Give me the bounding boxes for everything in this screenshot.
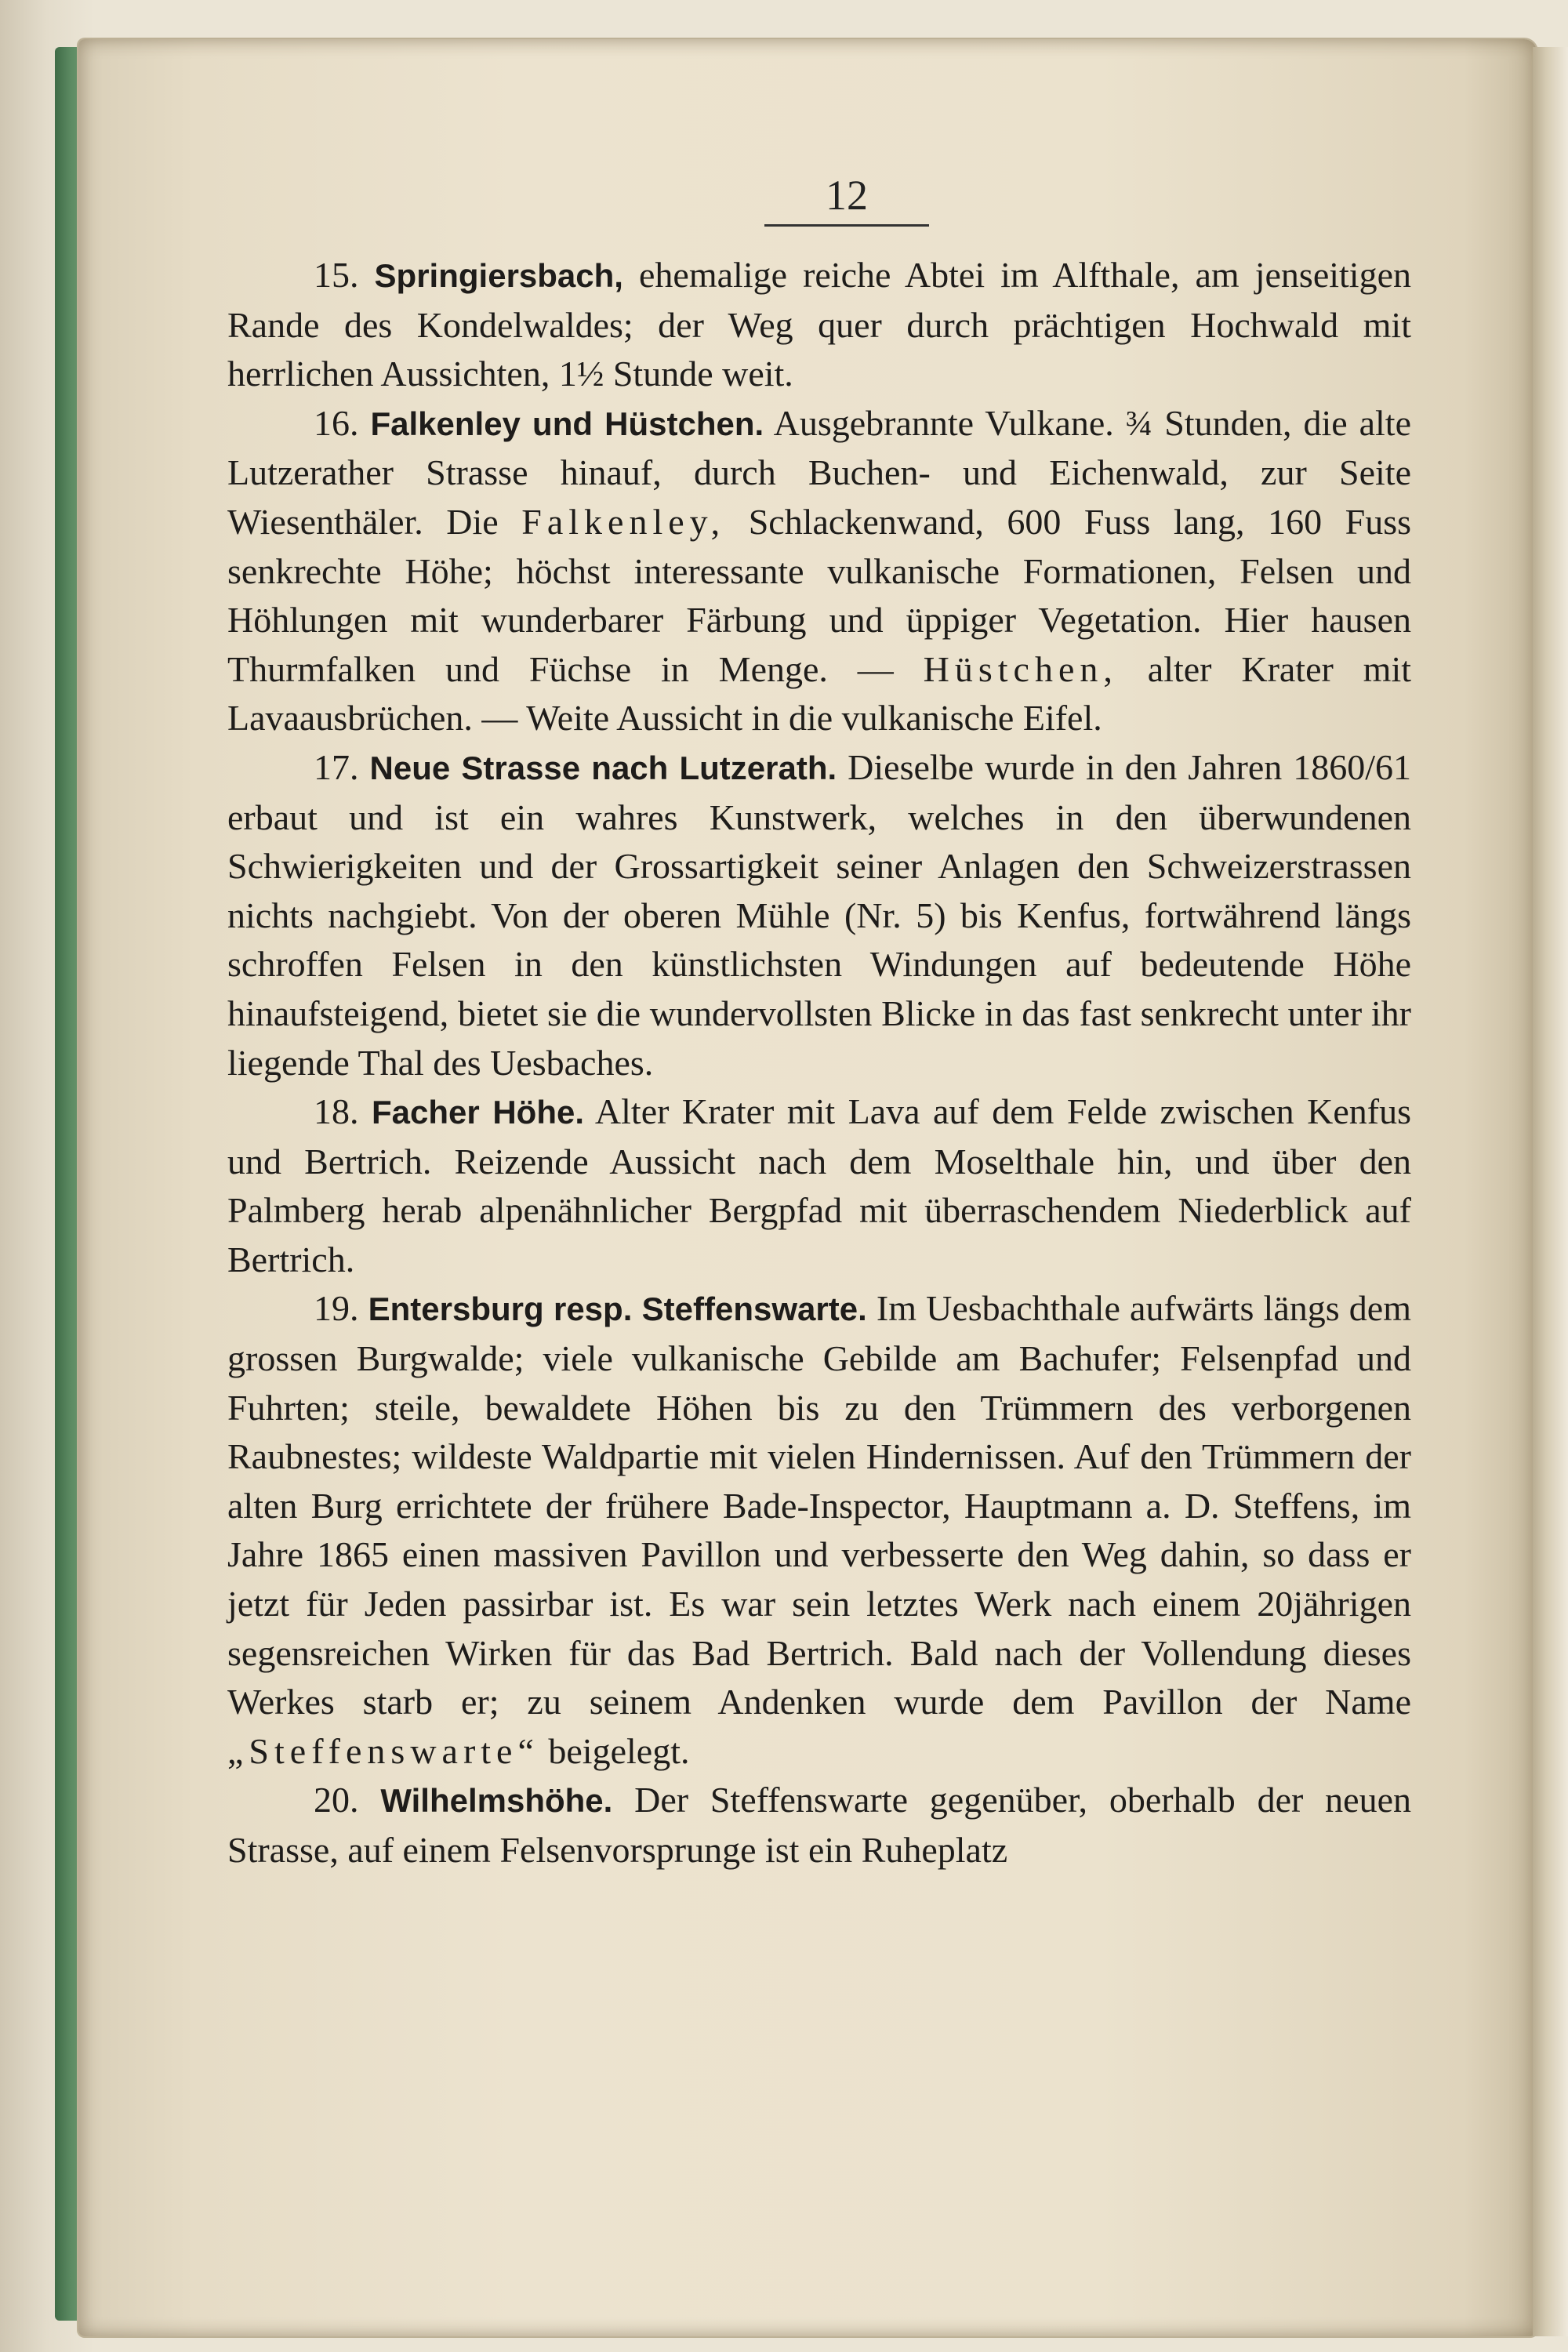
entry-number: 18. (314, 1091, 359, 1132)
entry-number: 20. (314, 1780, 359, 1820)
entry-heading: Falkenley und Hüstchen. (370, 405, 764, 442)
entry-text: Schlackenwand, 600 Fuss lang, 160 Fuss senkrechte Höhe; höchst interessante vulkanische Formationen, Felsen und Höhlungen mit wunderbarer Färbung und üppiger Vegetation. Hier hausen Thurmfalken und Füchse in Menge. — (227, 501, 1411, 689)
entry-text: beigelegt. (548, 1730, 690, 1771)
entry-text: Alter Krater mit Lava auf dem Felde zwischen Kenfus und Bertrich. Reizende Aussicht nach dem Moselthale hin, und über den Palmberg herab alpenähnlicher Bergpfad mit überraschendem Niederblick auf Bertrich. (227, 1091, 1411, 1279)
entry-heading: Facher Höhe. (371, 1094, 584, 1131)
spaced-name-steffenswarte: „Steffenswarte“ (227, 1730, 539, 1771)
entry-number: 19. (314, 1288, 359, 1329)
entry-text: Der Steffenswarte gegenüber, oberhalb der neuen Strasse, auf einem Felsenvorsprunge ist ein Ruheplatz (227, 1780, 1412, 1870)
entry-17 (227, 743, 1411, 1087)
entry-16 (227, 399, 1411, 743)
spaced-name-falkenley: Falkenley, (521, 501, 726, 542)
page-text (227, 251, 1411, 1875)
entry-text: Im Uesbachthale aufwärts längs dem grossen Burgwalde; viele vulkanische Gebilde am Bachufer; Felsenpfad und Fuhrten; steile, bewaldete Höhen bis zu den Trümmern des verborgenen Raubnestes; wildeste Waldpartie mit vielen Hindernissen. Auf den Trümmern der alten Burg errichtete der frühere Bade-Inspector, Hauptmann a. D. Steffens, im Jahre 1865 einen massiven Pavillon und verbesserte den Weg dahin, so dass er jetzt für Jeden passirbar ist. Es war sein letztes Werk nach einem 20jährigen segensreichen Wirken für das Bad Bertrich. Bald nach der Vollendung dieses Werkes starb er; zu seinem Andenken wurde dem Pavillon der Name (227, 1288, 1411, 1722)
entry-text: Dieselbe wurde in den Jahren 1860/61 erbaut und ist ein wahres Kunstwerk, welches in den überwundenen Schwierigkeiten und der Grossartigkeit seiner Anlagen den Schweizerstrassen nichts nachgiebt. Von der oberen Mühle (Nr. 5) bis Kenfus, fortwährend längs schroffen Felsen in den künstlichsten Windungen auf bedeutende Höhe hinaufsteigend, bietet sie die wundervollsten Blicke in das fast senkrecht unter ihr liegende Thal des Uesbaches. (227, 746, 1412, 1083)
entry-heading: Springiersbach, (374, 257, 623, 294)
next-page-edge (1533, 47, 1568, 2336)
entry-text: ehemalige reiche Abtei im Alfthale, am jenseitigen Rande des Kondelwaldes; der Weg quer durch prächtigen Hochwald mit herrlichen Aussichten, 1½ Stunde weit. (227, 255, 1411, 394)
spaced-name-huestchen: Hüstchen, (923, 648, 1118, 689)
entry-number: 17. (314, 746, 359, 787)
entry-number: 16. (314, 402, 359, 443)
page-number: 12 (764, 171, 929, 227)
entry-text: alter Krater mit Lavaausbrüchen. — Weite Aussicht in die vulkanische Eifel. (227, 648, 1412, 739)
entry-19 (227, 1284, 1411, 1776)
entry-text: Ausgebrannte Vulkane. ¾ Stunden, die alte Lutzerather Strasse hinauf, durch Buchen- und Eichenwald, zur Seite Wiesenthäler. Die (227, 402, 1412, 542)
entry-number: 15. (314, 255, 359, 295)
entry-15 (227, 251, 1411, 399)
entry-18 (227, 1087, 1411, 1284)
entry-heading: Wilhelmshöhe. (380, 1782, 613, 1820)
entry-heading: Neue Strasse nach Lutzerath. (369, 749, 837, 786)
entry-20 (227, 1776, 1411, 1875)
entry-heading: Entersburg resp. Steffenswarte. (368, 1290, 867, 1328)
